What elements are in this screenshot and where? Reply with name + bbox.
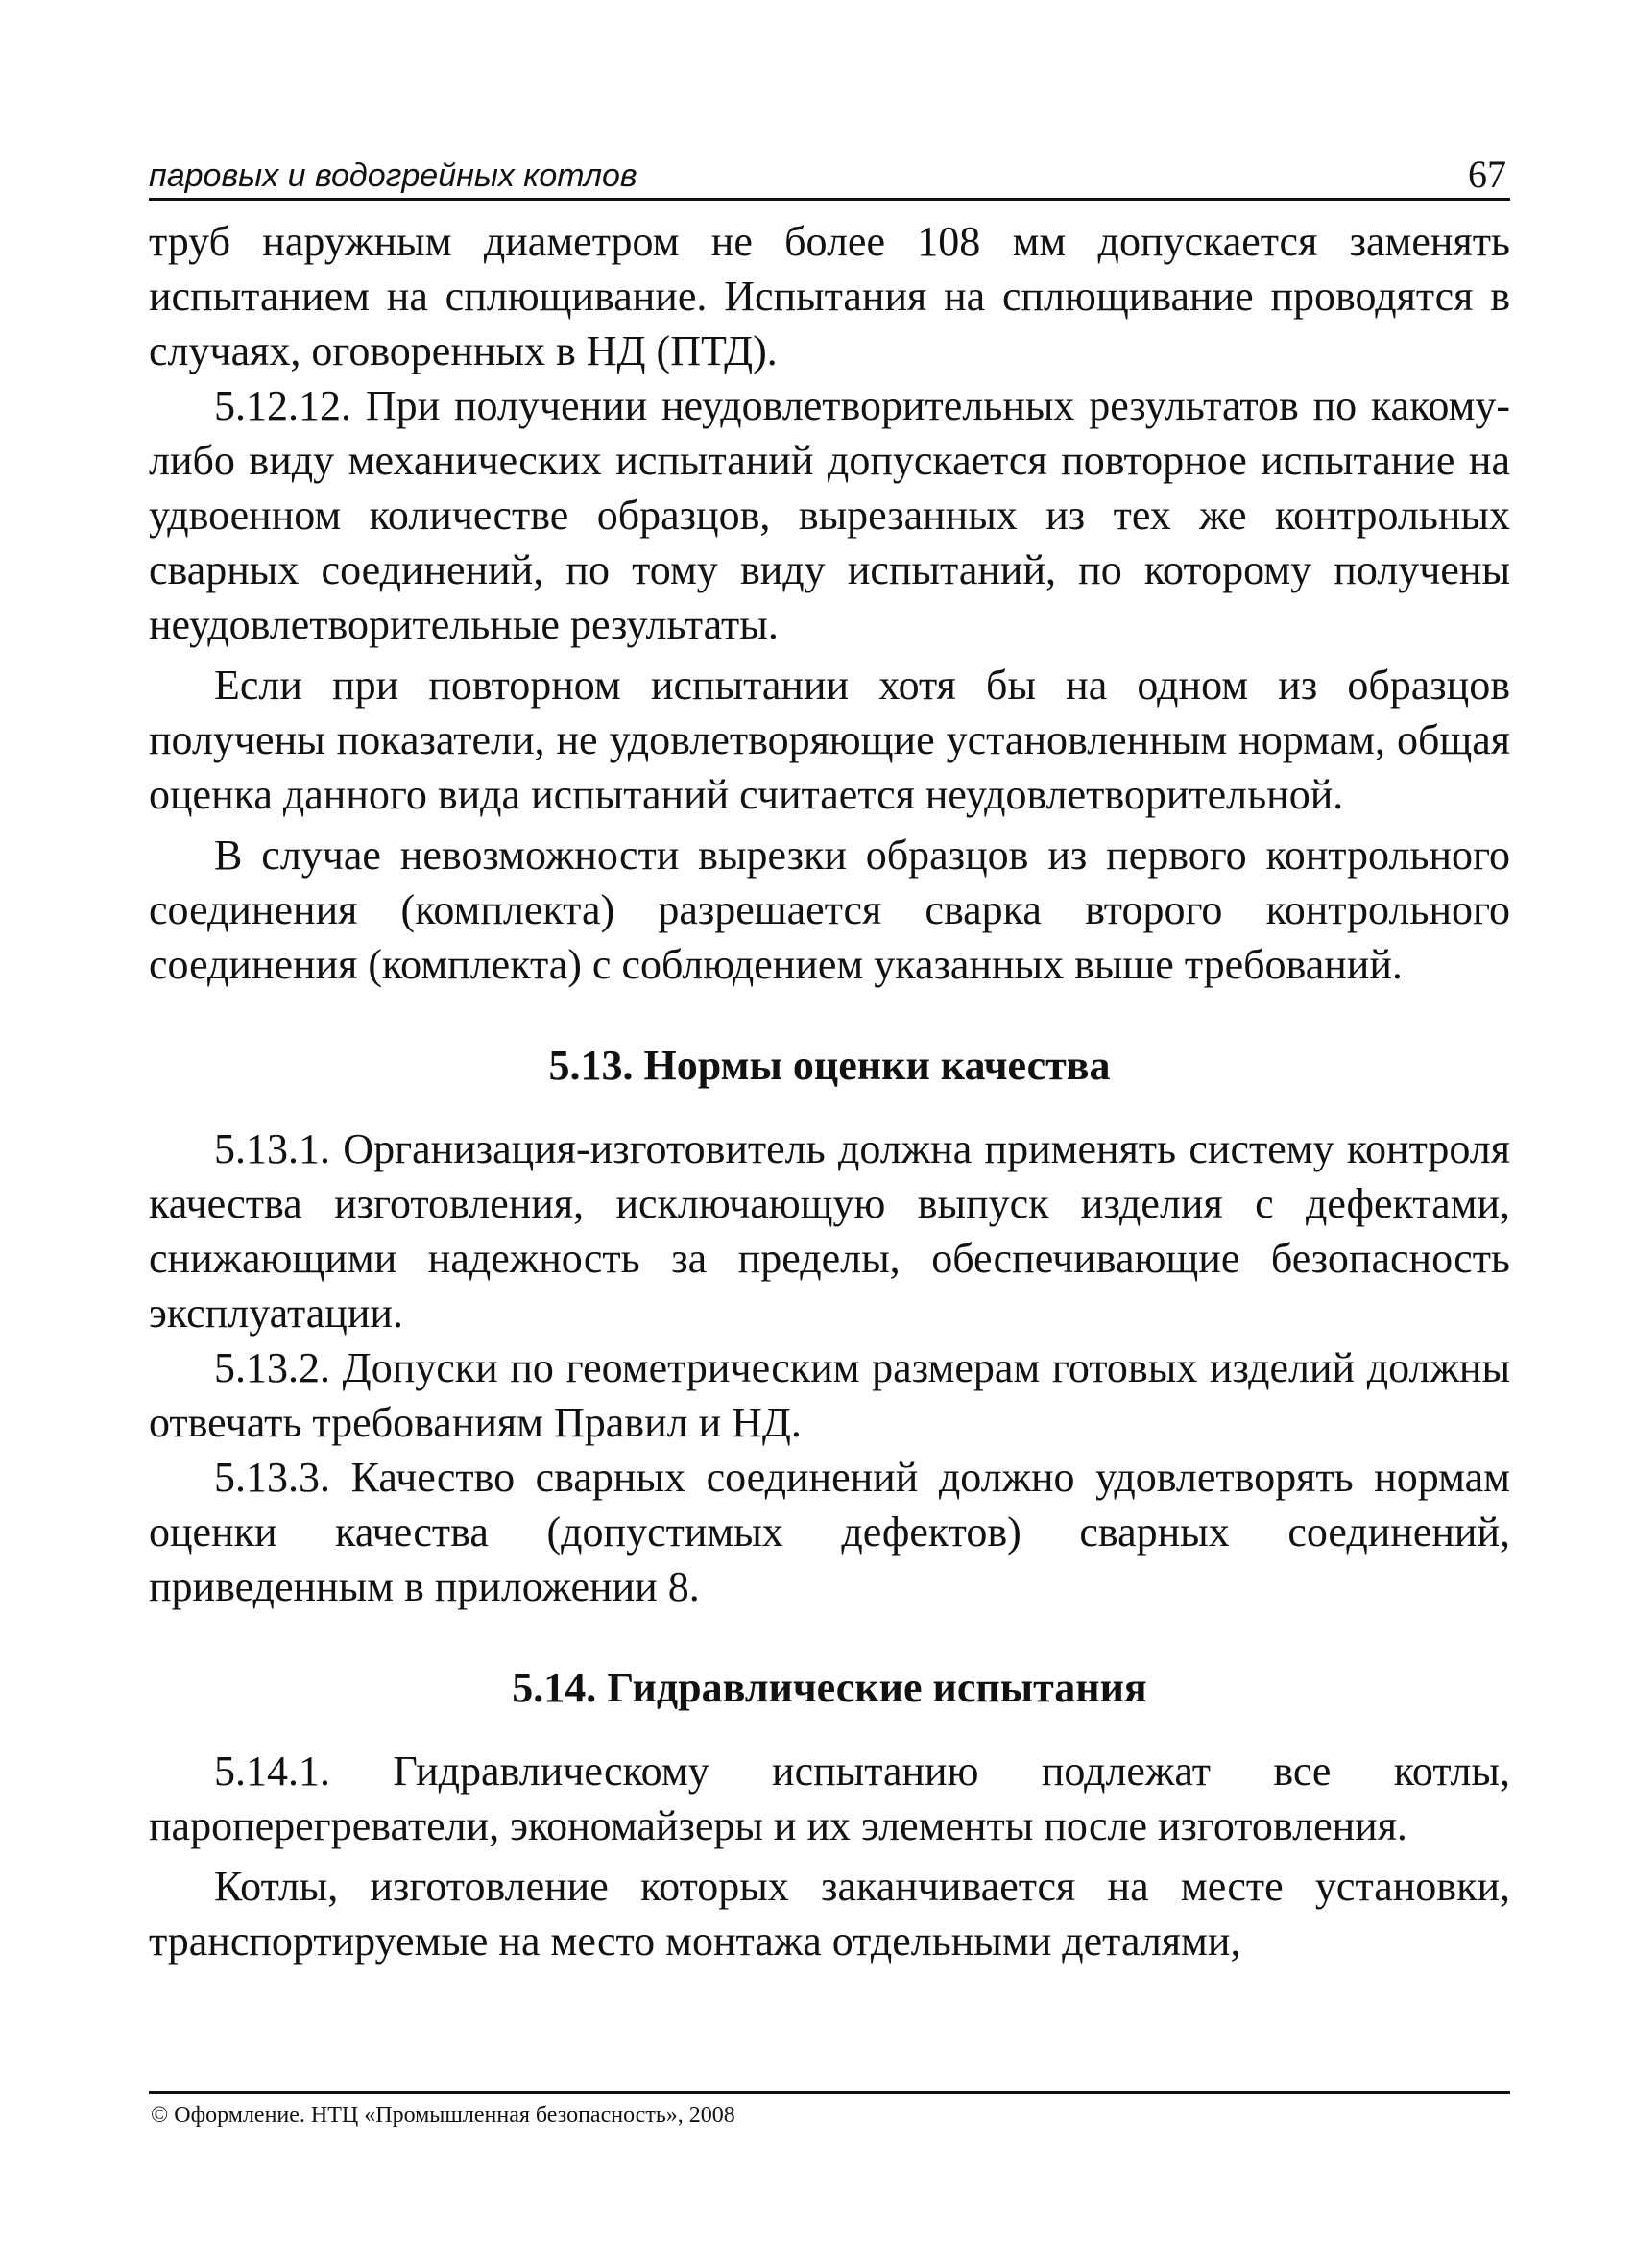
section-heading-5-14: 5.14. Гидравлические испытания bbox=[512, 1664, 1147, 1711]
copyright-notice: © Оформление. НТЦ «Промышленная безопасность», 2008 bbox=[151, 2103, 735, 2128]
section-heading-5-13: 5.13. Нормы оценки качества bbox=[548, 1042, 1111, 1089]
running-title: паровых и водогрейных котлов bbox=[149, 157, 637, 194]
page-number: 67 bbox=[1468, 153, 1506, 196]
page-header bbox=[149, 154, 1510, 201]
paragraph-5-13-3: 5.13.3. Качество сварных соединений должно удовлетворять нормам оценки качества (допустимых дефектов) сварных соединений, приведенным в приложении 8. bbox=[149, 1454, 1510, 1610]
paragraph-repeat-test: Если при повторном испытании хотя бы на одном из образцов получены показатели, не удовлетворяющие установленным нормам, общая оценка данного вида испытаний считается неудовлетворительной. bbox=[149, 662, 1510, 818]
document-page bbox=[149, 154, 1510, 1968]
paragraph-5-13-2: 5.13.2. Допуски по геометрическим размерам готовых изделий должны отвечать требованиям Правил и НД. bbox=[149, 1344, 1510, 1446]
paragraph-5-12-12: 5.12.12. При получении неудовлетворительных результатов по какому-либо виду механических испытаний допускается повторное испытание на удвоенном количестве образцов, вырезанных из тех же контрольных сварных соединений, по тому виду испытаний, по которому получены неудовлетворительные результаты. bbox=[149, 382, 1510, 648]
paragraph-5-14-1: 5.14.1. Гидравлическому испытанию подлежат все котлы, пароперегреватели, экономайзеры и их элементы после изготовления. bbox=[149, 1748, 1510, 1849]
paragraph-continued: труб наружным диаметром не более 108 мм допускается заменять испытанием на сплющивание. Испытания на сплющивание проводятся в случаях, оговоренных в НД (ПТД). bbox=[149, 218, 1510, 374]
body-text bbox=[149, 214, 1510, 1968]
paragraph-second-joint: В случае невозможности вырезки образцов из первого контрольного соединения (комплекта) разрешается сварка второго контрольного соединения (комплекта) с соблюдением указанных выше требований. bbox=[149, 832, 1510, 988]
paragraph-5-13-1: 5.13.1. Организация-изготовитель должна применять систему контроля качества изготовления, исключающую выпуск изделия с дефектами, снижающими надежность за пределы, обеспечивающие безопасность эксплуатации. bbox=[149, 1125, 1510, 1337]
page-footer bbox=[149, 2091, 1510, 2127]
paragraph-boilers-on-site: Котлы, изготовление которых заканчивается на месте установки, транспортируемые на место монтажа отдельными деталями, bbox=[149, 1863, 1510, 1965]
